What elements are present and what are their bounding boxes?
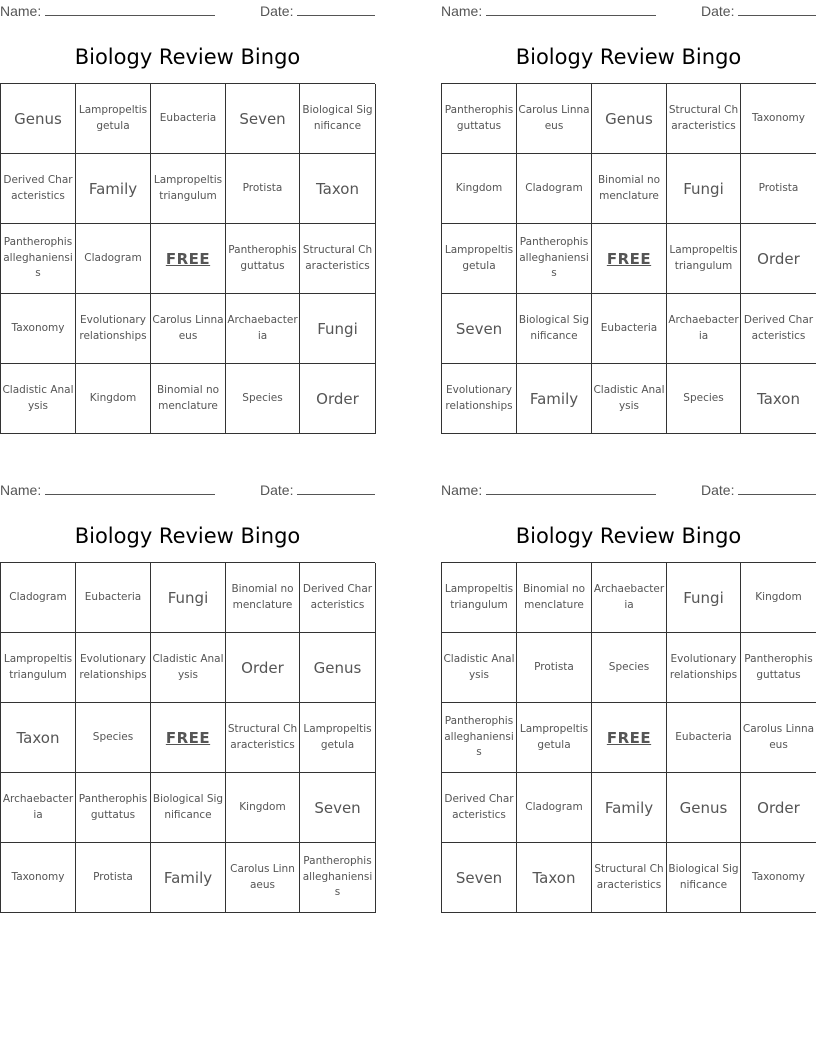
card-title: Biology Review Bingo [74, 524, 301, 548]
bingo-cell [151, 364, 226, 434]
date-field [260, 2, 375, 19]
name-date-row [441, 0, 816, 20]
bingo-cell [592, 843, 667, 913]
bingo-cell [76, 633, 151, 703]
bingo-cell-label: Evolutionary relationships [79, 653, 147, 681]
bingo-cell-label: Fungi [167, 588, 209, 607]
bingo-card [0, 0, 375, 412]
bingo-grid [441, 562, 816, 913]
bingo-cell-label: Cladogram [9, 590, 67, 603]
bingo-cell-label: Seven [314, 798, 361, 817]
bingo-cell [517, 633, 592, 703]
name-field [0, 2, 215, 19]
bingo-cell-label: Order [241, 658, 284, 677]
bingo-cell [442, 224, 517, 294]
bingo-cell-label: Protista [93, 870, 133, 883]
bingo-cell-label: Cladistic Analysis [443, 653, 515, 681]
bingo-cell-label: Biological Significance [518, 314, 590, 342]
bingo-cell-label: Taxonomy [11, 870, 65, 883]
bingo-cell [442, 703, 517, 773]
bingo-cell [442, 84, 517, 154]
bingo-cell-label: Derived Characteristics [444, 793, 514, 821]
bingo-cell-label: Cladogram [525, 181, 583, 194]
bingo-cell-label: Lampropeltis getula [444, 244, 514, 272]
bingo-cell-label: Taxon [316, 179, 359, 198]
bingo-cell [667, 224, 741, 294]
bingo-cell [517, 563, 592, 633]
bingo-cell-label: Carolus Linnaeus [230, 863, 295, 891]
bingo-cell [151, 633, 226, 703]
bingo-cell-label: Pantherophis guttatus [744, 653, 813, 681]
bingo-cell [442, 294, 517, 364]
bingo-grid [0, 562, 375, 913]
bingo-cell-label: Seven [455, 868, 503, 887]
bingo-cell [741, 154, 816, 224]
bingo-cell [226, 84, 300, 154]
bingo-cell [517, 294, 592, 364]
bingo-cell-label: Protista [534, 660, 574, 673]
bingo-cell [592, 773, 667, 843]
bingo-cell-label: Lampropeltis triangulum [669, 244, 738, 272]
bingo-cell-label: Biological Significance [152, 793, 224, 821]
date-blank-line [738, 481, 816, 495]
bingo-cell [442, 364, 517, 434]
bingo-cell [517, 154, 592, 224]
bingo-cell [442, 633, 517, 703]
bingo-cell [517, 364, 592, 434]
bingo-cell-label: Lampropeltis getula [78, 104, 148, 132]
bingo-cell [667, 843, 741, 913]
bingo-cell-label: Taxon [757, 389, 800, 408]
bingo-cell-label: Cladogram [84, 251, 142, 264]
bingo-cell-label: Pantherophis alleghaniensis [519, 236, 589, 280]
bingo-cell [741, 563, 816, 633]
bingo-cell-label: Taxonomy [752, 111, 805, 124]
bingo-cell [741, 703, 816, 773]
bingo-cell-label: Protista [242, 181, 283, 194]
bingo-cell-label: Pantherophis guttatus [444, 104, 514, 132]
bingo-cell [300, 294, 376, 364]
bingo-cell [151, 294, 226, 364]
bingo-cell-label: Family [529, 389, 579, 408]
free-space-label: FREE [165, 728, 211, 747]
bingo-cell-label: Seven [239, 109, 286, 128]
bingo-cell [667, 294, 741, 364]
bingo-cell-label: Order [316, 389, 359, 408]
bingo-cell-label: Seven [455, 319, 503, 338]
bingo-cell-label: Order [757, 798, 800, 817]
bingo-cell [151, 843, 226, 913]
bingo-cell [592, 84, 667, 154]
bingo-cell [442, 773, 517, 843]
bingo-cell [226, 294, 300, 364]
bingo-cell [151, 563, 226, 633]
bingo-cell [226, 154, 300, 224]
date-label: Date: [701, 482, 735, 498]
bingo-cell-label: Eubacteria [675, 730, 732, 743]
bingo-cell [300, 703, 376, 773]
bingo-cell-label: Derived Characteristics [743, 314, 814, 342]
bingo-cell-label: Kingdom [239, 800, 286, 813]
bingo-cell-label: Pantherophis guttatus [228, 244, 297, 272]
date-blank-line [297, 481, 375, 495]
bingo-grid [0, 83, 375, 434]
bingo-cell-label: Family [604, 798, 654, 817]
date-field [260, 481, 375, 498]
bingo-cell [442, 843, 517, 913]
bingo-cell-label: Biological Significance [302, 104, 373, 132]
bingo-cell-label: Structural Characteristics [227, 723, 298, 751]
name-blank-line [486, 2, 656, 16]
bingo-cell [76, 154, 151, 224]
bingo-cell-label: Taxon [532, 868, 576, 887]
bingo-cell [1, 294, 76, 364]
bingo-cell [1, 703, 76, 773]
name-label: Name: [0, 482, 42, 498]
bingo-cell-label: Pantherophis alleghaniensis [444, 715, 514, 759]
bingo-cell-label: Kingdom [89, 391, 137, 404]
bingo-cell [300, 224, 376, 294]
bingo-cell-label: Protista [758, 181, 799, 194]
bingo-cell [592, 633, 667, 703]
bingo-cell [741, 84, 816, 154]
bingo-cell-label: Structural Characteristics [668, 104, 739, 132]
bingo-cell-label: Species [242, 391, 283, 404]
name-date-row [441, 479, 816, 499]
bingo-cell [151, 773, 226, 843]
bingo-cell [76, 703, 151, 773]
bingo-cell-label: Lampropeltis triangulum [3, 653, 73, 681]
bingo-cell-label: Pantherophis alleghaniensis [3, 236, 73, 280]
bingo-cell [1, 224, 76, 294]
bingo-cell-label: Fungi [317, 319, 358, 338]
bingo-cell [667, 563, 741, 633]
bingo-cell-label: Structural Characteristics [594, 863, 664, 891]
bingo-cell-label: Species [608, 660, 650, 673]
date-blank-line [738, 2, 816, 16]
bingo-card [441, 0, 816, 412]
bingo-cell-label: Binomial nomenclature [522, 583, 586, 611]
bingo-cell-label: Pantherophis alleghaniensis [302, 855, 373, 899]
bingo-cell [1, 563, 76, 633]
bingo-cell-label: Lampropeltis getula [303, 723, 372, 751]
card-title: Biology Review Bingo [74, 45, 301, 69]
bingo-cell [226, 843, 300, 913]
free-space-label: FREE [165, 249, 211, 268]
bingo-cell [226, 364, 300, 434]
bingo-cell-label: Genus [605, 109, 653, 128]
card-title: Biology Review Bingo [515, 45, 742, 69]
bingo-card [441, 479, 816, 891]
bingo-cell [667, 633, 741, 703]
name-blank-line [45, 481, 215, 495]
date-field [701, 2, 816, 19]
bingo-cell [667, 773, 741, 843]
bingo-cell-label: Binomial nomenclature [156, 384, 220, 412]
bingo-cell [300, 773, 376, 843]
bingo-cell-label: Cladogram [525, 800, 583, 813]
bingo-cell [1, 154, 76, 224]
bingo-cell [226, 633, 300, 703]
bingo-cell [76, 224, 151, 294]
bingo-cell-label: Species [92, 730, 134, 743]
bingo-cell-label: Cladistic Analysis [593, 384, 665, 412]
bingo-cell-label: Fungi [683, 588, 724, 607]
free-space [151, 703, 226, 773]
name-field [441, 2, 656, 19]
bingo-cell [226, 703, 300, 773]
free-space [592, 224, 667, 294]
bingo-cell-label: Fungi [683, 179, 724, 198]
bingo-cell [667, 154, 741, 224]
bingo-cell-label: Carolus Linnaeus [152, 314, 224, 342]
bingo-cell [300, 364, 376, 434]
bingo-cell [1, 843, 76, 913]
name-date-row [0, 479, 375, 499]
bingo-cell [1, 364, 76, 434]
bingo-cell [667, 84, 741, 154]
bingo-cell-label: Family [163, 868, 213, 887]
bingo-cell [151, 84, 226, 154]
bingo-cell-label: Pantherophis guttatus [78, 793, 148, 821]
bingo-cell [300, 843, 376, 913]
bingo-cell-label: Eubacteria [84, 590, 142, 603]
bingo-cell [1, 84, 76, 154]
bingo-cell-label: Kingdom [455, 181, 503, 194]
free-space [592, 703, 667, 773]
bingo-cell [226, 773, 300, 843]
bingo-cell [226, 563, 300, 633]
bingo-cell-label: Taxon [16, 728, 60, 747]
date-label: Date: [260, 482, 294, 498]
free-space [151, 224, 226, 294]
bingo-cell [592, 563, 667, 633]
bingo-cell-label: Archaebacteria [593, 583, 665, 611]
bingo-cell-label: Genus [14, 109, 62, 128]
bingo-cell-label: Evolutionary relationships [669, 653, 738, 681]
date-blank-line [297, 2, 375, 16]
bingo-cell-label: Taxonomy [752, 870, 805, 883]
free-space-label: FREE [606, 249, 652, 268]
bingo-grid [441, 83, 816, 434]
bingo-cell [517, 703, 592, 773]
bingo-cell [300, 154, 376, 224]
bingo-cell-label: Archaebacteria [668, 314, 739, 342]
bingo-cell-label: Order [757, 249, 800, 268]
bingo-cell [300, 563, 376, 633]
bingo-cell-label: Archaebacteria [227, 314, 298, 342]
bingo-cell-label: Genus [313, 658, 362, 677]
bingo-cell-label: Lampropeltis getula [519, 723, 589, 751]
bingo-cell [517, 843, 592, 913]
bingo-cell [1, 773, 76, 843]
bingo-cell [76, 294, 151, 364]
bingo-cell-label: Eubacteria [600, 321, 658, 334]
bingo-cell [300, 84, 376, 154]
bingo-cell [300, 633, 376, 703]
bingo-cell-label: Lampropeltis triangulum [153, 174, 223, 202]
bingo-cell [592, 154, 667, 224]
bingo-cell-label: Archaebacteria [2, 793, 74, 821]
bingo-cell [151, 154, 226, 224]
bingo-cell-label: Cladistic Analysis [2, 384, 74, 412]
bingo-cell [741, 633, 816, 703]
name-label: Name: [0, 3, 42, 19]
bingo-cell [76, 84, 151, 154]
bingo-cell-label: Lampropeltis triangulum [444, 583, 514, 611]
bingo-cell [741, 843, 816, 913]
name-blank-line [486, 481, 656, 495]
bingo-cell [442, 563, 517, 633]
bingo-cell [76, 364, 151, 434]
name-field [441, 481, 656, 498]
bingo-cell [667, 364, 741, 434]
bingo-cell-label: Evolutionary relationships [79, 314, 147, 342]
bingo-cell [76, 563, 151, 633]
name-field [0, 481, 215, 498]
bingo-cell-label: Eubacteria [159, 111, 217, 124]
free-space-label: FREE [606, 728, 652, 747]
bingo-cell [517, 224, 592, 294]
bingo-cell-label: Structural Characteristics [302, 244, 373, 272]
bingo-cell [741, 224, 816, 294]
bingo-cell-label: Binomial nomenclature [597, 174, 661, 202]
card-title: Biology Review Bingo [515, 524, 742, 548]
bingo-cell [517, 773, 592, 843]
name-label: Name: [441, 482, 483, 498]
bingo-cell-label: Derived Characteristics [3, 174, 73, 202]
bingo-cell [76, 843, 151, 913]
bingo-cell [1, 633, 76, 703]
bingo-cell-label: Genus [679, 798, 728, 817]
bingo-cell [76, 773, 151, 843]
name-label: Name: [441, 3, 483, 19]
bingo-cell-label: Biological Significance [668, 863, 739, 891]
bingo-cell [741, 294, 816, 364]
bingo-cell-label: Carolus Linnaeus [518, 104, 590, 132]
bingo-cell [442, 154, 517, 224]
bingo-cell [741, 364, 816, 434]
name-date-row [0, 0, 375, 20]
bingo-cell [517, 84, 592, 154]
bingo-cell [741, 773, 816, 843]
date-field [701, 481, 816, 498]
bingo-cell-label: Carolus Linnaeus [742, 723, 815, 751]
bingo-cell-label: Derived Characteristics [302, 583, 373, 611]
bingo-cell [667, 703, 741, 773]
date-label: Date: [701, 3, 735, 19]
bingo-cell [226, 224, 300, 294]
bingo-cell-label: Binomial nomenclature [231, 583, 294, 611]
bingo-cell [592, 294, 667, 364]
bingo-cell-label: Family [88, 179, 138, 198]
bingo-cell-label: Species [683, 391, 724, 404]
date-label: Date: [260, 3, 294, 19]
bingo-cell-label: Cladistic Analysis [152, 653, 224, 681]
bingo-cell-label: Kingdom [755, 590, 802, 603]
bingo-cell [592, 364, 667, 434]
bingo-cell-label: Evolutionary relationships [445, 384, 513, 412]
bingo-cell-label: Taxonomy [11, 321, 65, 334]
name-blank-line [45, 2, 215, 16]
bingo-card [0, 479, 375, 899]
